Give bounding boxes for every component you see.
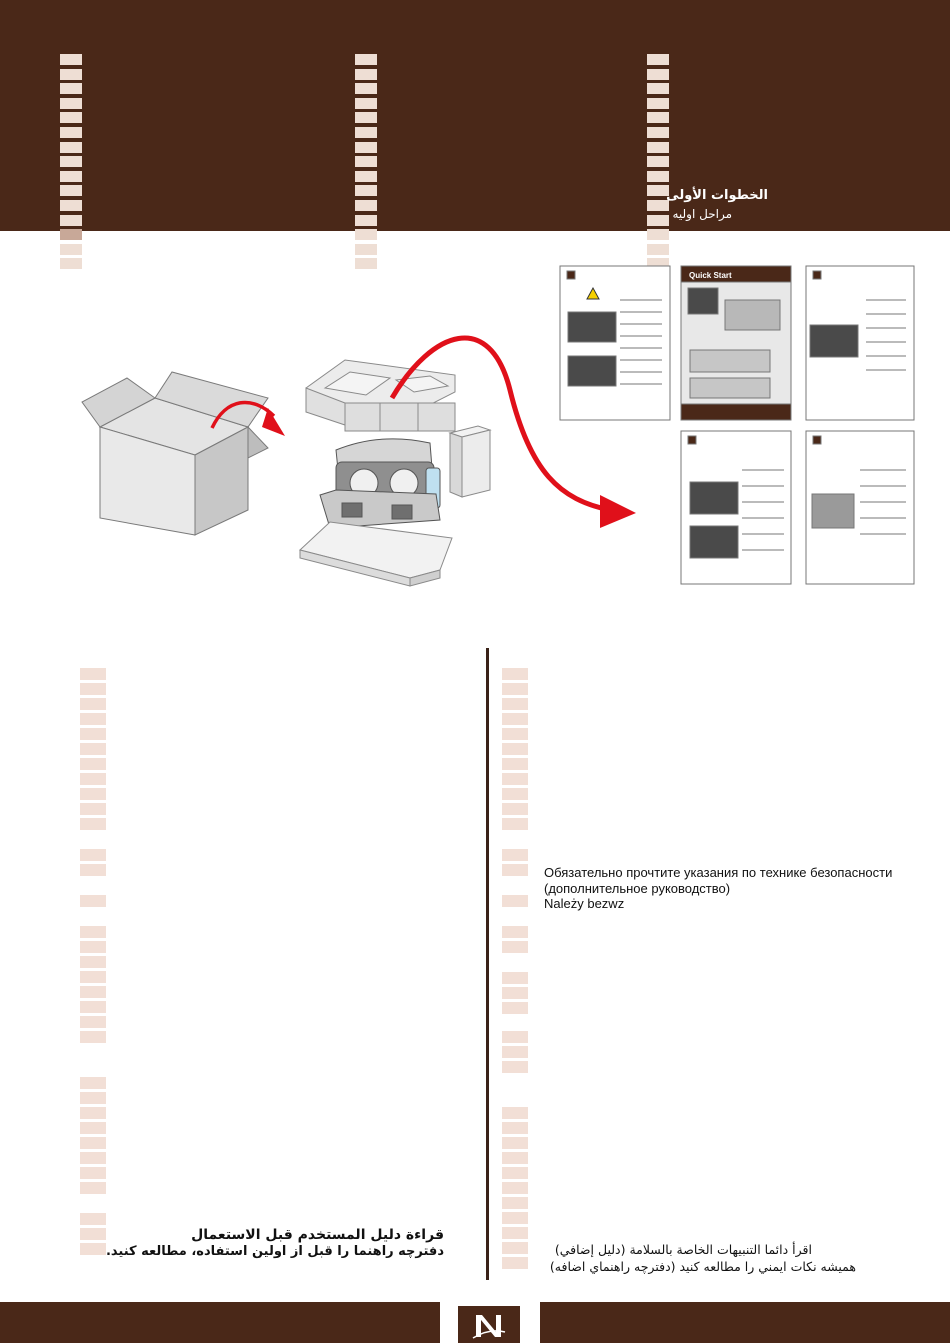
language-marker — [355, 156, 377, 167]
instruction-arabic-safety: اقرأ دائما التنبيهات الخاصة بالسلامة (دليل إضافي) — [554, 1242, 812, 1257]
language-marker — [80, 773, 106, 785]
language-marker — [502, 864, 528, 876]
drip-tray — [300, 522, 452, 586]
coffee-machine — [320, 439, 440, 528]
language-marker — [80, 849, 106, 861]
language-marker — [502, 743, 528, 755]
language-marker — [60, 215, 82, 226]
booklet-manual-4 — [681, 431, 791, 584]
language-marker — [502, 668, 528, 680]
language-marker — [80, 1016, 106, 1028]
language-marker — [60, 156, 82, 167]
language-marker — [647, 54, 669, 65]
language-marker — [502, 683, 528, 695]
language-marker — [80, 1001, 106, 1013]
language-marker — [80, 1137, 106, 1149]
language-marker — [355, 142, 377, 153]
header-title-farsi: مراحل اوليه — [672, 207, 732, 221]
language-marker — [502, 1107, 528, 1119]
language-marker — [502, 1257, 528, 1269]
manual-box — [450, 426, 490, 497]
language-marker — [647, 142, 669, 153]
language-marker — [80, 728, 106, 740]
language-marker — [502, 788, 528, 800]
language-marker — [355, 112, 377, 123]
language-marker — [647, 215, 669, 226]
language-marker — [502, 773, 528, 785]
language-marker — [355, 98, 377, 109]
language-marker — [647, 229, 669, 240]
language-marker — [502, 1227, 528, 1239]
language-marker — [80, 1167, 106, 1179]
language-marker — [502, 803, 528, 815]
instruction-farsi-safety: هميشه نكات ايمني را مطالعه كنيد (دفترچه راهنماي اضافه) — [549, 1259, 856, 1274]
column-divider — [486, 648, 489, 1280]
language-marker — [80, 788, 106, 800]
language-marker — [80, 668, 106, 680]
booklet-quick-start — [681, 266, 791, 420]
packaging-foam — [306, 360, 455, 431]
language-marker — [355, 171, 377, 182]
language-marker — [60, 98, 82, 109]
language-marker — [647, 69, 669, 80]
language-marker — [80, 1213, 106, 1225]
language-marker — [502, 972, 528, 984]
language-marker — [502, 926, 528, 938]
language-marker — [355, 83, 377, 94]
language-marker — [80, 941, 106, 953]
language-marker — [80, 986, 106, 998]
language-marker — [355, 185, 377, 196]
language-marker — [502, 1182, 528, 1194]
language-marker — [80, 818, 106, 830]
instruction-polish: Należy bezwz — [544, 896, 625, 911]
language-marker — [80, 1152, 106, 1164]
language-marker — [502, 1167, 528, 1179]
language-marker — [80, 743, 106, 755]
language-marker — [80, 1092, 106, 1104]
language-marker — [502, 849, 528, 861]
language-marker — [502, 941, 528, 953]
language-marker — [60, 185, 82, 196]
language-marker — [80, 698, 106, 710]
language-marker — [80, 758, 106, 770]
language-marker — [60, 171, 82, 182]
language-marker — [502, 895, 528, 907]
header-band — [0, 0, 950, 231]
language-marker — [502, 818, 528, 830]
language-marker — [80, 1182, 106, 1194]
language-marker — [80, 1107, 106, 1119]
language-marker — [502, 1061, 528, 1073]
language-marker — [80, 1228, 106, 1240]
quick-start-label: Quick Start — [689, 271, 732, 280]
language-marker — [502, 1122, 528, 1134]
booklet-safety — [560, 266, 670, 420]
shipping-box — [82, 372, 268, 535]
language-marker — [60, 83, 82, 94]
instruction-farsi: دفترچه راهنما را قبل از اولین استفاده، مطالعه كنيد. — [105, 1244, 444, 1259]
language-marker — [60, 229, 82, 240]
language-marker — [80, 803, 106, 815]
language-marker — [502, 987, 528, 999]
booklet-manual-5 — [806, 431, 914, 584]
language-marker — [355, 200, 377, 211]
language-marker — [647, 98, 669, 109]
language-marker — [80, 713, 106, 725]
language-marker — [502, 1152, 528, 1164]
language-marker — [80, 1077, 106, 1089]
language-marker — [502, 713, 528, 725]
language-marker — [80, 1031, 106, 1043]
language-marker — [647, 127, 669, 138]
language-marker — [502, 1212, 528, 1224]
language-marker — [60, 69, 82, 80]
language-marker — [355, 54, 377, 65]
language-marker — [60, 142, 82, 153]
language-marker — [502, 698, 528, 710]
language-marker — [355, 215, 377, 226]
language-marker — [80, 971, 106, 983]
language-marker — [60, 54, 82, 65]
language-marker — [60, 112, 82, 123]
footer-band-left — [0, 1302, 440, 1343]
language-marker — [502, 1197, 528, 1209]
language-marker — [502, 1031, 528, 1043]
language-marker — [502, 1137, 528, 1149]
language-marker — [647, 156, 669, 167]
language-marker — [80, 1243, 106, 1255]
instruction-arabic: قراءة دليل المستخدم قبل الاستعمال — [191, 1227, 444, 1243]
language-marker — [647, 112, 669, 123]
language-marker — [647, 171, 669, 182]
booklet-manual-3 — [806, 266, 914, 420]
language-marker — [355, 127, 377, 138]
language-marker — [355, 229, 377, 240]
language-marker — [647, 83, 669, 94]
language-marker — [502, 1002, 528, 1014]
language-marker — [60, 200, 82, 211]
language-marker — [80, 683, 106, 695]
instruction-russian-line2: (дополнительное руководство) — [544, 881, 731, 896]
unpacking-illustration — [0, 240, 950, 620]
language-marker — [355, 69, 377, 80]
nespresso-logo-icon — [458, 1306, 520, 1343]
language-marker — [80, 895, 106, 907]
language-marker — [80, 1122, 106, 1134]
language-marker — [502, 728, 528, 740]
header-title-arabic: الخطوات الأولى — [666, 188, 768, 203]
language-marker — [60, 127, 82, 138]
language-marker — [502, 1046, 528, 1058]
footer-band-right — [540, 1302, 950, 1343]
language-marker — [80, 864, 106, 876]
language-marker — [80, 956, 106, 968]
instruction-russian-line1: Обязательно прочтите указания по технике безопасности — [544, 865, 893, 880]
language-marker — [502, 1242, 528, 1254]
language-marker — [80, 926, 106, 938]
language-marker — [502, 758, 528, 770]
